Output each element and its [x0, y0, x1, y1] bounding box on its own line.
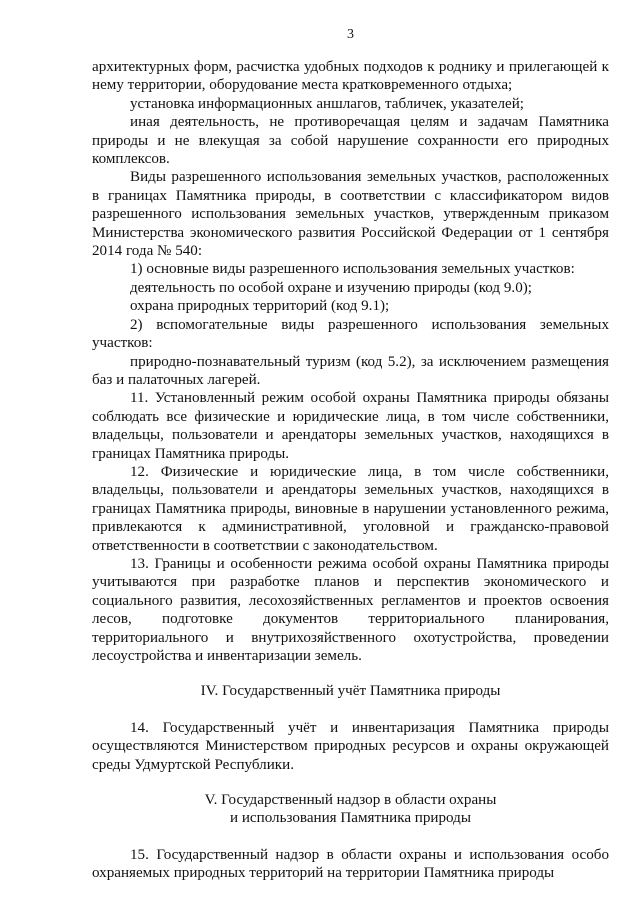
- paragraph-code-5-2: природно-познавательный туризм (код 5.2), за исключением размещения баз и палаточных лагерей.: [92, 353, 609, 388]
- section-heading-v-line2: и использования Памятника природы: [230, 810, 471, 827]
- section-heading-iv: IV. Государственный учёт Памятника природы: [200, 683, 501, 700]
- paragraph-14: 14. Государственный учёт и инвентаризация Памятника природы осуществляются Министерством природных ресурсов и охраны окружающей среды Удмуртской Республики.: [92, 719, 609, 773]
- paragraph-15: 15. Государственный надзор в области охраны и использования особо охраняемых природных территорий на территории Памятника природы: [92, 846, 609, 882]
- paragraph-main-use-types: 1) основные виды разрешенного использования земельных участков:: [130, 261, 575, 278]
- section-heading-v: [92, 791, 609, 828]
- document-page: [92, 26, 609, 883]
- paragraph-other-activity: иная деятельность, не противоречащая целям и задачам Памятника природы и не влекущая за собой нарушение сохранности его природных комплексов.: [92, 114, 609, 168]
- paragraph-info-signs: установка информационных аншлагов, табличек, указателей;: [130, 95, 524, 112]
- section-heading-v-line1: V. Государственный надзор в области охраны: [204, 792, 497, 809]
- paragraph-auxiliary-use-types: 2) вспомогательные виды разрешенного использования земельных участков:: [92, 316, 609, 352]
- page-number: 3: [347, 27, 354, 42]
- paragraph-12: 12. Физические и юридические лица, в том числе собственники, владельцы, пользователи и арендаторы земельных участков, находящихся в границах Памятника природы, виновные в нарушении установленного режима, привлекаются к административной, уголовной и гражданско-правовой ответственности в соответствии с законодательством.: [92, 463, 609, 554]
- paragraph-continuation: архитектурных форм, расчистка удобных подходов к роднику и прилегающей к нему территории, оборудование места кратковременного отдыха;: [92, 59, 609, 94]
- paragraph-13: 13. Границы и особенности режима особой охраны Памятника природы учитываются при разработке планов и перспектив экономического и социального развития, лесохозяйственных регламентов и проектов освоения лесов, подготовке документов территориального планирования, территориального и внутрихозяйственного охотустройства, проведении лесоустройства и инвентаризации земель.: [92, 555, 609, 664]
- paragraph-11: 11. Установленный режим особой охраны Памятника природы обязаны соблюдать все физические и юридические лица, в том числе собственники, владельцы, пользователи и арендаторы земельных участков, находящихся в границах Памятника природы.: [92, 390, 609, 462]
- paragraph-land-use-types: Виды разрешенного использования земельных участков, расположенных в границах Памятника природы, в соответствии с классификатором видов разрешенного использования земельных участков, утвержденным приказом Министерства экономического развития Российской Федерации от 1 сентября 2014 года № 540:: [92, 169, 609, 260]
- paragraph-code-9-0: деятельность по особой охране и изучению природы (код 9.0);: [130, 279, 532, 296]
- paragraph-code-9-1: охрана природных территорий (код 9.1);: [130, 298, 390, 315]
